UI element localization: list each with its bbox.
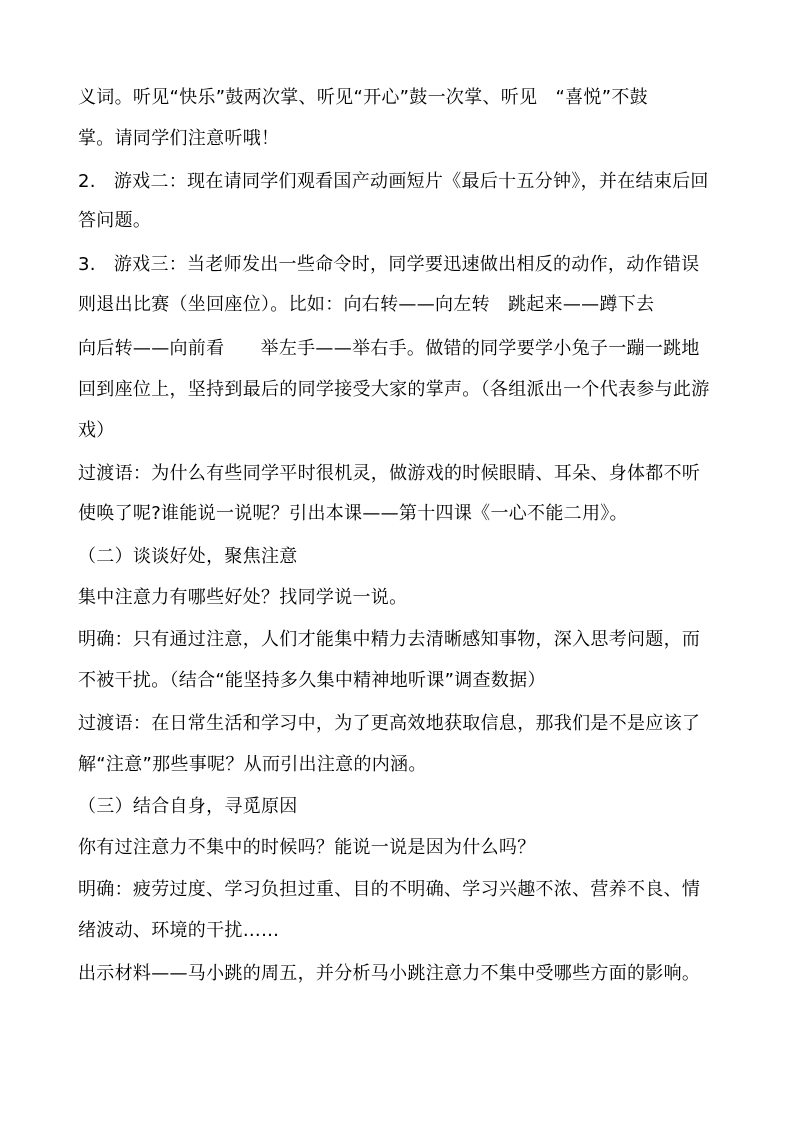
text-line-19: 你有过注意力不集中的时候吗？能说一说是因为什么吗？ (78, 837, 536, 858)
text-line-11: 使唤了呢?谁能说一说呢？引出本课——第十四课《一心不能二用》。 (78, 503, 628, 524)
text-line-7: 向后转——向前看 举左手——举右手。做错的同学要学小兔子一蹦一跳地 (78, 338, 700, 359)
text-line-6: 则退出比赛（坐回座位）。比如：向右转——向左转 跳起来——蹲下去 (78, 294, 655, 315)
text-line-16: 过渡语：在日常生活和学习中，为了更高效地获取信息，那我们是不是应该了 (78, 713, 701, 734)
section-heading-2: （二）谈谈好处，聚焦注意 (78, 546, 298, 567)
text-line-14: 明确：只有通过注意，人们才能集中精力去清晰感知事物，深入思考问题，而 (78, 629, 701, 650)
text-line-21: 绪波动、环境的干扰…… (78, 920, 280, 941)
text-line-13: 集中注意力有哪些好处？找同学说一说。 (78, 587, 408, 608)
text-line-22: 出示材料——马小跳的周五，并分析马小跳注意力不集中受哪些方面的影响。 (78, 963, 701, 984)
text-line-17: 解“注意”那些事呢？从而引出注意的内涵。 (78, 754, 427, 775)
text-line-10: 过渡语：为什么有些同学平时很机灵，做游戏的时候眼睛、耳朵、身体都不听 (78, 463, 701, 484)
text-line-9: 戏） (78, 420, 115, 441)
text-line-1: 义词。听见“快乐”鼓两次掌、听见“开心”鼓一次掌、听见 “喜悦”不鼓 (78, 87, 648, 108)
text-line-5: 3. 游戏三：当老师发出一些命令时，同学要迅速做出相反的动作，动作错误 (78, 254, 700, 275)
text-line-2: 掌。请同学们注意听哦！ (78, 128, 280, 149)
text-line-15: 不被干扰。（结合“能坚持多久集中精神地听课”调查数据） (78, 670, 546, 691)
text-line-4: 答问题。 (78, 210, 152, 231)
text-line-3: 2. 游戏二：现在请同学们观看国产动画短片《最后十五分钟》，并在结束后回 (78, 171, 709, 192)
section-heading-3: （三）结合自身，寻觅原因 (78, 796, 298, 817)
text-line-8: 回到座位上，坚持到最后的同学接受大家的掌声。（各组派出一个代表参与此游 (78, 379, 710, 400)
text-line-20: 明确：疲劳过度、学习负担过重、目的不明确、学习兴趣不浓、营养不良、情 (78, 879, 701, 900)
